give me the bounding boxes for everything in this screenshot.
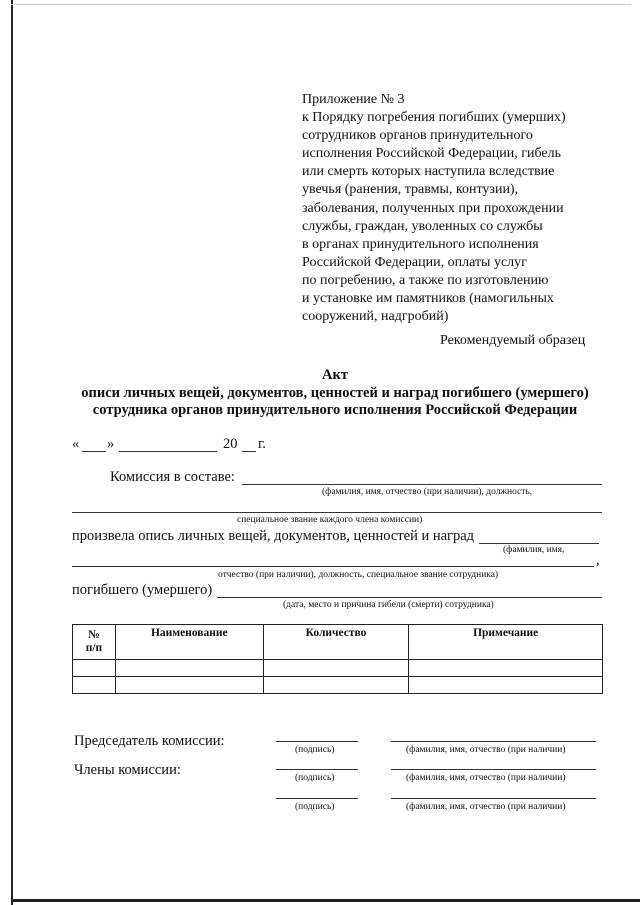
member-2-name-hint: (фамилия, имя, отчество (при наличии)	[406, 802, 566, 812]
items-table	[72, 624, 603, 694]
appendix-line: в органах принудительного исполнения	[302, 236, 539, 252]
members-label: Члены комиссии:	[74, 762, 181, 778]
appendix-line: исполнения Российской Федерации, гибель	[302, 146, 561, 162]
employee-details-field[interactable]	[72, 566, 594, 567]
member-2-signature-field[interactable]	[276, 798, 358, 799]
table-cell[interactable]	[115, 660, 263, 677]
appendix-line: увечья (ранения, травмы, контузии),	[302, 182, 519, 198]
appendix-line: Российской Федерации, оплаты услуг	[302, 254, 527, 270]
table-cell[interactable]	[263, 660, 409, 677]
table-cell[interactable]	[73, 677, 116, 694]
appendix-line: и установке им памятников (намогильных	[302, 291, 554, 307]
inventory-label: произвела опись личных вещей, документов, ценностей и наград	[72, 528, 475, 544]
member-2-signature-hint: (подпись)	[295, 802, 335, 812]
chairman-label: Председатель комиссии:	[74, 733, 225, 749]
appendix-line: к Порядку погребения погибших (умерших)	[302, 110, 566, 126]
deceased-label: погибшего (умершего)	[72, 582, 213, 598]
date-year-prefix: 20	[223, 436, 238, 452]
date-close-quote: »	[107, 436, 115, 452]
page-edge-top	[11, 4, 631, 5]
appendix-line: по погребению, а также по изготовлению	[302, 272, 549, 288]
appendix-line: службы, граждан, уволенных со службы	[302, 218, 543, 234]
page-edge-left	[11, 0, 13, 905]
chairman-signature-hint: (подпись)	[295, 745, 335, 755]
table-row	[73, 660, 603, 677]
recommended-sample-label: Рекомендуемый образец	[440, 333, 586, 348]
chairman-signature-field[interactable]	[276, 741, 358, 742]
member-1-name-field[interactable]	[391, 769, 596, 770]
table-row	[73, 677, 603, 694]
table-header-quantity-label: Количество	[305, 627, 367, 639]
commission-members-field-2[interactable]	[72, 512, 602, 513]
appendix-line: или смерть которых наступила вследствие	[302, 164, 555, 180]
table-header-number-label: № п/п	[85, 629, 103, 654]
document-subtitle-line-1: описи личных вещей, документов, ценностей и наград погибшего (умершего)	[81, 385, 589, 401]
employee-name-field[interactable]	[479, 543, 599, 544]
chairman-name-field[interactable]	[391, 741, 596, 742]
chairman-name-hint: (фамилия, имя, отчество (при наличии)	[406, 745, 566, 755]
table-header-note	[409, 625, 603, 660]
appendix-line: Приложение № 3	[302, 92, 405, 107]
member-2-name-field[interactable]	[391, 798, 596, 799]
member-1-signature-hint: (подпись)	[295, 773, 335, 783]
table-cell[interactable]	[409, 660, 603, 677]
table-cell[interactable]	[73, 660, 116, 677]
table-cell[interactable]	[115, 677, 263, 694]
table-header-quantity	[263, 625, 409, 660]
document-title: Акт	[322, 367, 348, 383]
date-year-field[interactable]	[242, 451, 256, 452]
commission-label: Комиссия в составе:	[110, 469, 235, 485]
commission-members-field[interactable]	[242, 484, 602, 485]
date-month-field[interactable]	[119, 451, 217, 452]
table-header-note-label: Примечание	[473, 627, 539, 639]
table-cell[interactable]	[409, 677, 603, 694]
appendix-line: сотрудников органов принудительного	[302, 128, 533, 144]
inventory-comma: ,	[596, 552, 600, 568]
table-cell[interactable]	[263, 677, 409, 694]
date-day-field[interactable]	[82, 451, 106, 452]
table-header-number	[73, 625, 116, 660]
appendix-block	[302, 91, 602, 326]
appendix-line: сооружений, надгробий)	[302, 309, 449, 325]
death-details-field[interactable]	[217, 597, 602, 598]
inventory-hint-1: (фамилия, имя,	[503, 545, 565, 555]
commission-hint-2: специальное звание каждого члена комиссии)	[237, 515, 423, 525]
commission-hint-1: (фамилия, имя, отчество (при наличии), должность,	[322, 487, 533, 497]
table-header-row	[73, 625, 603, 660]
member-1-name-hint: (фамилия, имя, отчество (при наличии)	[406, 773, 566, 783]
member-1-signature-field[interactable]	[276, 769, 358, 770]
appendix-line: заболевания, полученных при прохождении	[302, 200, 564, 216]
document-subtitle-line-2: сотрудника органов принудительного исполнения Российской Федерации	[92, 402, 578, 418]
date-open-quote: «	[72, 436, 80, 452]
table-header-name-label: Наименование	[150, 627, 228, 639]
date-year-suffix: г.	[258, 436, 266, 452]
deceased-hint: (дата, место и причина гибели (смерти) сотрудника)	[283, 600, 494, 610]
table-header-name	[115, 625, 263, 660]
inventory-hint-2: отчество (при наличии), должность, специальное звание сотрудника)	[218, 570, 499, 580]
page-edge-bottom	[11, 899, 640, 902]
